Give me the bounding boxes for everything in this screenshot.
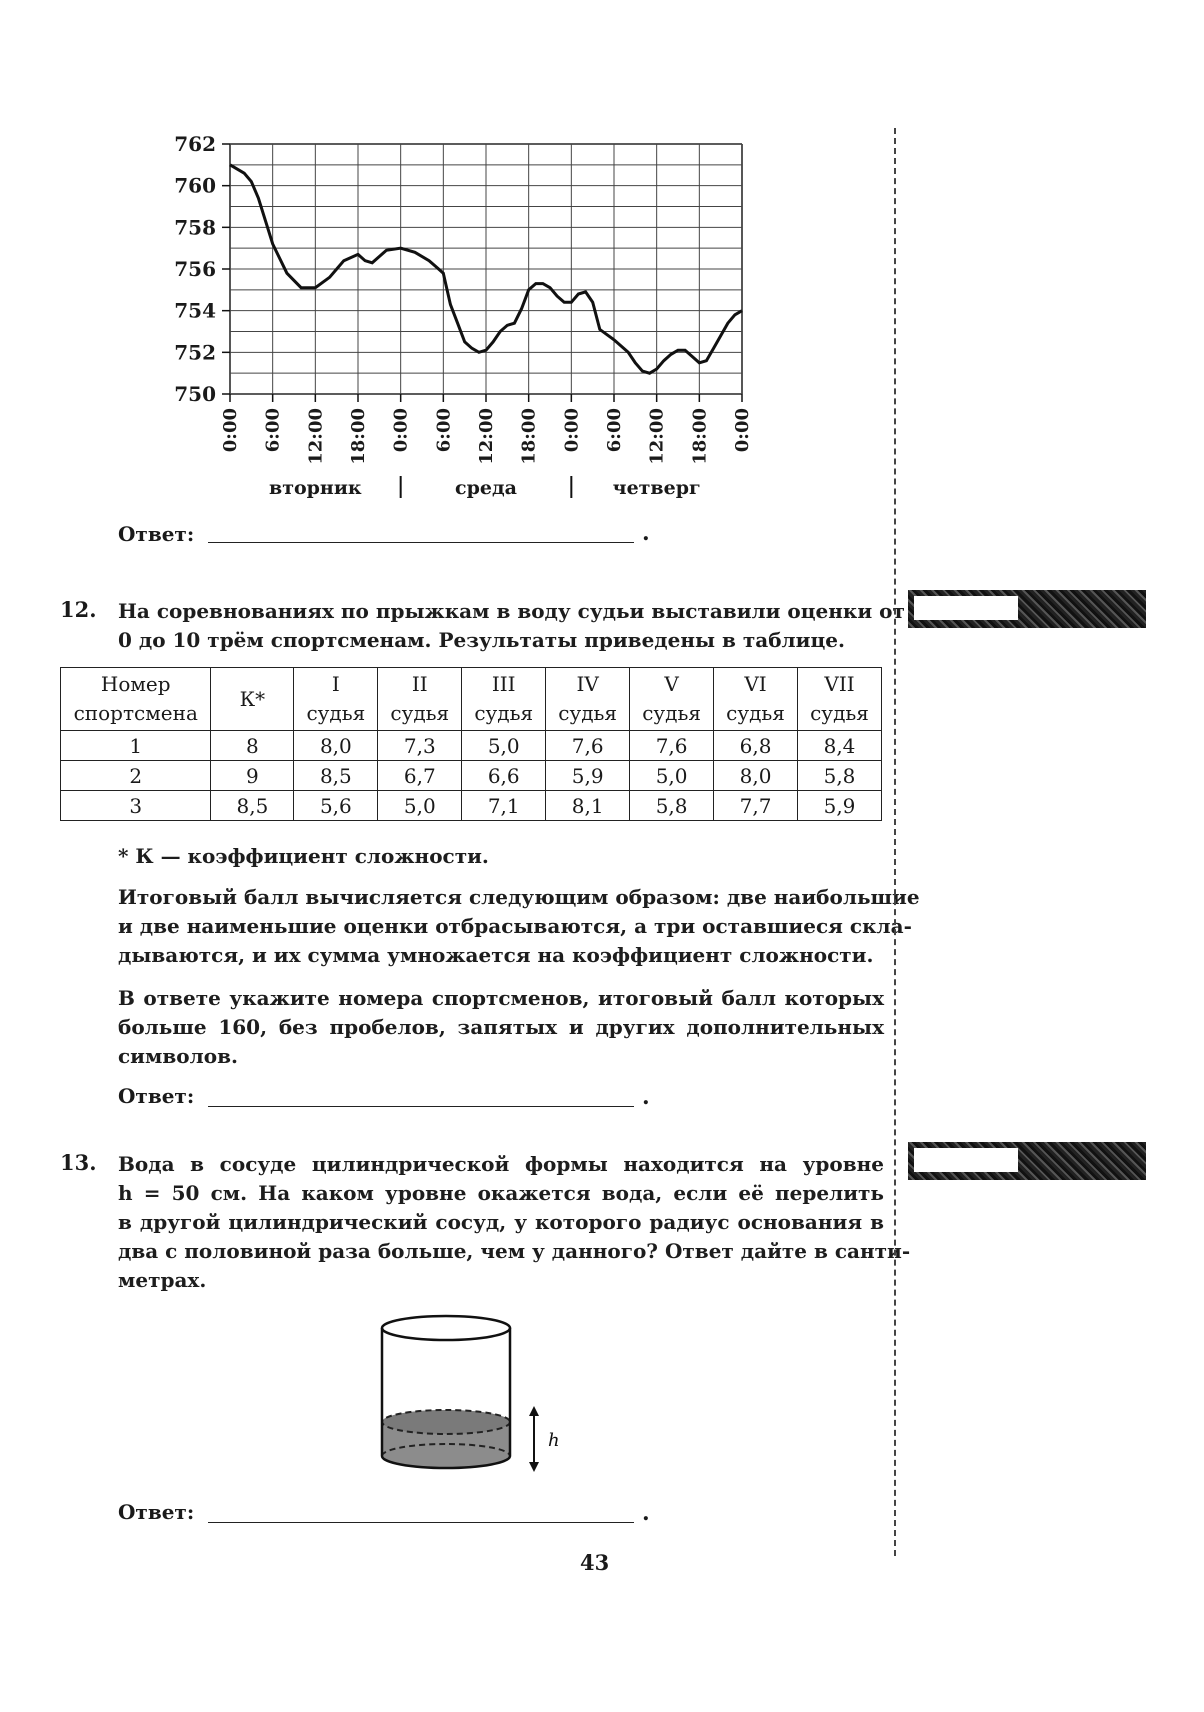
x-axis-ticks <box>220 394 753 465</box>
header-judge: VI судья <box>714 668 798 731</box>
x-tick-label: 18:00 <box>518 408 540 465</box>
cylinder-top-rim <box>382 1316 510 1340</box>
table-cell: 1 <box>61 731 211 761</box>
header-judge: IV судья <box>546 668 630 731</box>
x-tick-label: 18:00 <box>689 408 711 465</box>
x-tick-label: 0:00 <box>220 408 241 453</box>
arrow-up-icon <box>529 1406 539 1416</box>
table-cell: 8,5 <box>211 791 294 821</box>
table-row <box>61 761 882 791</box>
water-surface <box>382 1410 510 1434</box>
table-cell: 5,6 <box>294 791 378 821</box>
text-line: больше 160, без пробелов, запятых и других дополнительных <box>118 1015 884 1039</box>
y-tick-label: 762 <box>174 132 216 156</box>
table-cell: 6,7 <box>378 761 462 791</box>
task-12-paragraph-2 <box>118 984 884 1071</box>
task-12-paragraph-1 <box>118 883 920 970</box>
text-line: В ответе укажите номера спортсменов, итоговый балл которых <box>118 986 884 1010</box>
task-number-12: 12. <box>60 597 97 622</box>
answer-dot-13: . <box>642 1500 650 1526</box>
table-cell: 5,9 <box>798 791 882 821</box>
answer-label-12: Ответ: <box>118 1084 195 1108</box>
table-cell: 7,7 <box>714 791 798 821</box>
header-k: К* <box>211 668 294 731</box>
table-row <box>61 731 882 761</box>
text-line: символов. <box>118 1044 238 1068</box>
answer-field-11[interactable] <box>208 542 634 543</box>
day-label: четверг <box>612 477 701 499</box>
table-cell: 2 <box>61 761 211 791</box>
x-tick-label: 6:00 <box>262 408 284 453</box>
cut-line <box>894 128 896 1556</box>
y-tick-label: 752 <box>174 340 216 365</box>
y-tick-label: 760 <box>174 173 216 198</box>
x-tick-label: 0:00 <box>390 408 412 453</box>
table-cell: 8,1 <box>546 791 630 821</box>
day-labels <box>269 476 701 499</box>
table-cell: 9 <box>211 761 294 791</box>
answer-label-13: Ответ: <box>118 1500 195 1524</box>
task-number-13: 13. <box>60 1150 97 1175</box>
header-judge: I судья <box>294 668 378 731</box>
x-tick-label: 0:00 <box>561 408 583 453</box>
text-line: h = 50 см. На каком уровне окажется вода, если её перелить <box>118 1181 884 1205</box>
header-judge: III судья <box>462 668 546 731</box>
table-cell: 5,0 <box>462 731 546 761</box>
page-number: 43 <box>580 1550 610 1575</box>
y-axis-ticks <box>174 132 230 406</box>
table-cell: 8,0 <box>294 731 378 761</box>
answer-label-11: Ответ: <box>118 522 195 546</box>
text-line: 0 до 10 трём спортсменам. Результаты приведены в таблице. <box>118 628 845 652</box>
answer-box-white <box>914 1148 1018 1172</box>
table-cell: 7,3 <box>378 731 462 761</box>
header-judge: II судья <box>378 668 462 731</box>
arrow-down-icon <box>529 1462 539 1472</box>
table-cell: 7,6 <box>630 731 714 761</box>
table-cell: 8,4 <box>798 731 882 761</box>
day-label: среда <box>455 477 517 499</box>
text-line: дываются, и их сумма умножается на коэффициент сложности. <box>118 943 874 967</box>
header-judge: V судья <box>630 668 714 731</box>
y-tick-label: 756 <box>174 257 216 281</box>
answer-dot-12: . <box>642 1084 650 1110</box>
x-tick-label: 6:00 <box>604 408 625 453</box>
answer-dot-11: . <box>642 520 650 546</box>
x-tick-label: 12:00 <box>476 408 497 465</box>
task-12-intro <box>118 597 905 655</box>
table-cell: 3 <box>61 791 211 821</box>
answer-field-12[interactable] <box>208 1106 634 1107</box>
x-tick-label: 6:00 <box>433 408 455 453</box>
text-line: метрах. <box>118 1268 207 1292</box>
chart-grid <box>230 144 742 394</box>
table-cell: 7,1 <box>462 791 546 821</box>
table-cell: 7,6 <box>546 731 630 761</box>
y-tick-label: 750 <box>174 382 216 406</box>
answer-box-marker-12 <box>908 590 1146 628</box>
table-cell: 8 <box>211 731 294 761</box>
text-line: На соревнованиях по прыжкам в воду судьи выставили оценки от <box>118 599 905 623</box>
table-cell: 5,0 <box>378 791 462 821</box>
table-cell: 8,0 <box>714 761 798 791</box>
scores-table <box>60 667 882 821</box>
answer-box-marker-13 <box>908 1142 1146 1180</box>
table-header-row <box>61 668 882 731</box>
text-line: и две наименьшие оценки отбрасываются, а три оставшиеся скла- <box>118 914 912 938</box>
footnote: * К — коэффициент сложности. <box>118 844 489 868</box>
x-tick-label: 12:00 <box>305 408 327 465</box>
table-cell: 6,8 <box>714 731 798 761</box>
table-cell: 5,8 <box>798 761 882 791</box>
x-tick-label: 12:00 <box>646 407 668 465</box>
y-tick-label: 758 <box>174 215 216 240</box>
day-label: вторник <box>269 477 362 499</box>
pressure-chart <box>160 118 760 518</box>
table-cell: 6,6 <box>462 761 546 791</box>
x-tick-label: 0:00 <box>732 408 753 453</box>
text-line: в другой цилиндрический сосуд, у которого радиус основания в <box>118 1210 884 1234</box>
table-cell: 5,9 <box>546 761 630 791</box>
table-row <box>61 791 882 821</box>
text-line: Вода в сосуде цилиндрической формы находится на уровне <box>118 1152 884 1176</box>
table-cell: 5,0 <box>630 761 714 791</box>
text-line: Итоговый балл вычисляется следующим образом: две наибольшие <box>118 885 920 909</box>
height-label: h <box>548 1430 560 1451</box>
y-tick-label: 754 <box>174 298 216 323</box>
task-13-text <box>118 1150 911 1295</box>
answer-box-white <box>914 596 1018 620</box>
header-judge: VII судья <box>798 668 882 731</box>
cylinder-figure <box>370 1310 590 1480</box>
answer-field-13[interactable] <box>208 1522 634 1523</box>
table-cell: 8,5 <box>294 761 378 791</box>
header-athlete: Номер спортсмена <box>61 668 211 731</box>
table-cell: 5,8 <box>630 791 714 821</box>
text-line: два с половиной раза больше, чем у данного? Ответ дайте в санти- <box>118 1239 911 1263</box>
x-tick-label: 18:00 <box>348 408 369 465</box>
